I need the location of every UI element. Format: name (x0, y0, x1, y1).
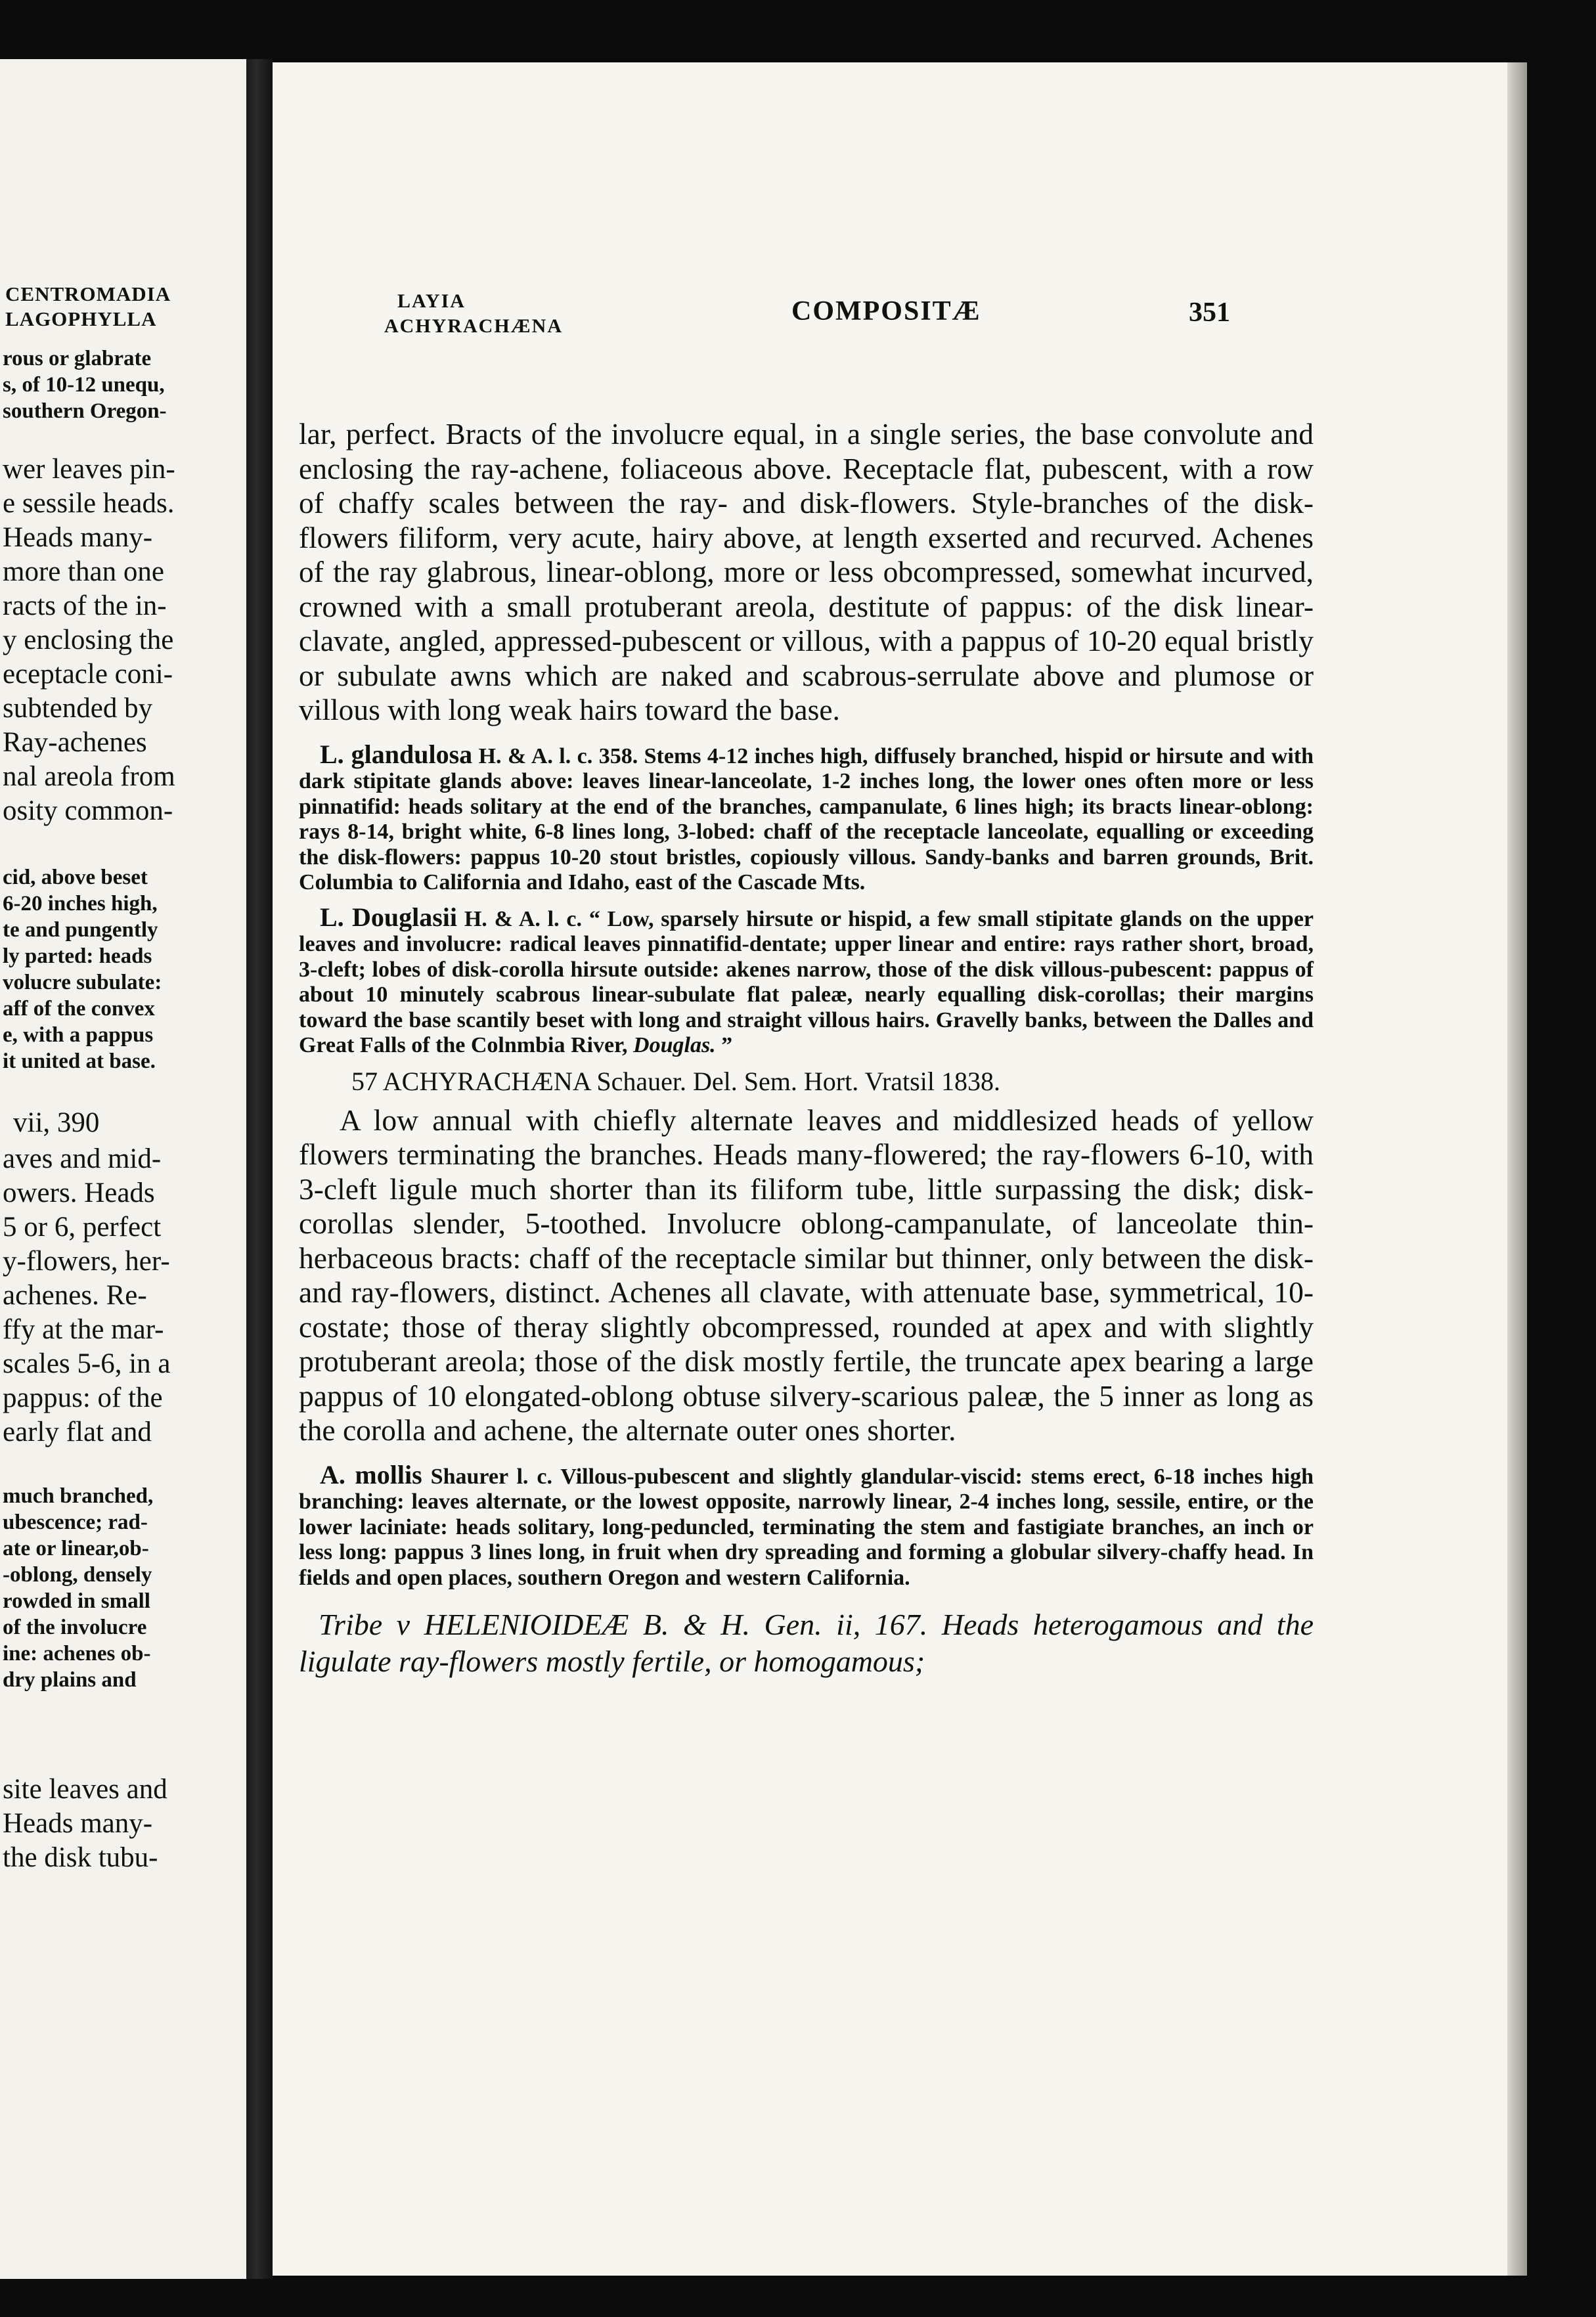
species-collector: Douglas. (633, 1033, 716, 1057)
left-running-head-2: LAGOPHYLLA (5, 307, 157, 330)
left-fragment-line: rous or glabrate (3, 347, 152, 370)
species-name: L. Douglasii (320, 902, 458, 932)
left-running-head-1: CENTROMADIA (5, 282, 171, 305)
book-gutter (246, 59, 273, 2279)
left-fragment-line: early flat and (3, 1417, 152, 1447)
page-body (299, 417, 1314, 1680)
left-fragment-line: rowded in small (3, 1589, 150, 1613)
quote-close: ” (715, 1033, 733, 1057)
genus-paragraph: A low annual with chiefly alternate leaves and middlesized heads of yellow flowers terminating the branches. Heads many-flowered; the ray-flowers 6-10, with 3-cleft ligule much shorter than its filiform tube, little surpassing the disk; disk-corollas slender, 5-toothed. Involucre oblong-campanulate, of lanceolate thin-herbaceous bracts: chaff of the receptacle similar but thinner, only between the disk- and ray-flowers, distinct. Achenes all clavate, with attenuate base, symmetrical, 10-costate; those of theray slightly obcompressed, rounded at apex and with slightly protuberant areola; those of the disk mostly fertile, the truncate apex bearing a large pappus of 10 elongated-oblong obtuse silvery-scarious paleæ, the 5 inner as long as the corolla and achene, the alternate outer ones shorter. (299, 1103, 1314, 1447)
species-entry-glandulosa (299, 739, 1314, 896)
left-fragment-line: Heads many- (3, 522, 153, 553)
left-fragment-line: ubescence; rad- (3, 1511, 148, 1534)
left-fragment-line: subtended by (3, 693, 153, 724)
left-fragment-line: much branched, (3, 1484, 154, 1508)
left-fragment-line: wer leaves pin- (3, 454, 175, 485)
species-description: Shaurer l. c. Villous-pubescent and slightly glandular-viscid: stems erect, 6-18 inches high branching: leaves alternate, or the lowest opposite, narrowly linear, 2-4 inches long, sessile, entire, or the lower laciniate: heads solitary, long-peduncled, terminating the stem and fastigiate branches, an inch or less long: pappus 3 lines long, in fruit when dry spreading and forming a globular silvery-chaffy head. In fields and open places, southern Oregon and western California. (299, 1464, 1314, 1590)
page-edge (1507, 62, 1527, 2276)
right-page (273, 62, 1507, 2276)
left-fragment-line: aves and mid- (3, 1143, 162, 1174)
left-fragment-line: nal areola from (3, 761, 175, 792)
species-name: L. glandulosa (320, 739, 473, 769)
left-fragment-line: ffy at the mar- (3, 1314, 164, 1345)
left-fragment-line: ate or linear,ob- (3, 1537, 149, 1560)
running-head-family: COMPOSITÆ (791, 296, 981, 326)
left-fragment-line: the disk tubu- (3, 1842, 158, 1873)
species-name: A. mollis (320, 1459, 422, 1490)
left-fragment-line: 6-20 inches high, (3, 892, 158, 916)
left-fragment-line: 5 or 6, perfect (3, 1212, 162, 1243)
left-fragment-line: e, with a pappus (3, 1023, 154, 1047)
left-fragment-line: ine: achenes ob- (3, 1642, 151, 1666)
left-fragment-line: e sessile heads. (3, 488, 175, 519)
running-head-genus-1: LAYIA (397, 290, 466, 312)
running-head-genus-2: ACHYRACHÆNA (384, 315, 563, 337)
left-fragment-line: y enclosing the (3, 625, 174, 655)
left-page-fragment (0, 59, 246, 2279)
left-fragment-line: racts of the in- (3, 590, 167, 621)
species-entry-mollis (299, 1459, 1314, 1591)
species-description: H. & A. l. c. “ Low, sparsely hirsute or hispid, a few small stipitate glands on the upper leaves and involucre: radical leaves pinnatifid-dentate; upper linear and entire: rays rather short, broad, 3-cleft; lobes of disk-corolla hirsute outside: akenes narrow, those of the disk villous-pubescent: pappus of about 10 minutely scabrous linear-subulate flat paleæ, nearly equalling disk-corollas; their margins toward the base scantily beset with long and straight villous hairs. Gravelly banks, between the Dalles and Great Falls of the Colnmbia River, (299, 906, 1314, 1057)
left-fragment-line: achenes. Re- (3, 1280, 147, 1311)
tribe-heading: Tribe v HELENIOIDEÆ B. & H. Gen. ii, 167. Heads heterogamous and the ligulate ray-flowers mostly fertile, or homogamous; (299, 1608, 1314, 1678)
left-fragment-line: s, of 10-12 unequ, (3, 373, 165, 397)
left-fragment-line: pappus: of the (3, 1382, 163, 1413)
left-fragment-line: vii, 390 (13, 1107, 100, 1138)
left-fragment-line: site leaves and (3, 1774, 167, 1805)
left-fragment-line: dry plains and (3, 1668, 137, 1692)
left-fragment-line: Ray-achenes (3, 727, 147, 758)
species-entry-douglasii (299, 902, 1314, 1059)
left-fragment-line: cid, above beset (3, 866, 148, 889)
left-fragment-line: osity common- (3, 795, 173, 826)
left-fragment-line: te and pungently (3, 918, 158, 942)
running-head-genera (384, 289, 563, 339)
left-fragment-line: of the involucre (3, 1616, 147, 1639)
left-fragment-line: volucre subulate: (3, 971, 162, 994)
genus-heading: 57 ACHYRACHÆNA Schauer. Del. Sem. Hort. Vratsil 1838. (351, 1066, 1000, 1096)
left-fragment-line: -oblong, densely (3, 1563, 152, 1587)
species-description: H. & A. l. c. 358. Stems 4-12 inches high, diffusely branched, hispid or hirsute and with dark stipitate glands above: leaves linear-lanceolate, 1-2 inches long, the lower ones often more or less pinnatifid: heads solitary at the end of the branches, campanulate, 6 lines high; its bracts linear-oblong: rays 8-14, bright white, 6-8 lines long, 3-lobed: chaff of the receptacle lanceolate, equalling or exceeding the disk-flowers: pappus 10-20 stout bristles, copiously villous. Sandy-banks and barren grounds, Brit. Columbia to California and Idaho, east of the Cascade Mts. (299, 743, 1314, 894)
left-fragment-line: scales 5-6, in a (3, 1348, 171, 1379)
left-fragment-line: Heads many- (3, 1808, 153, 1839)
left-fragment-line: more than one (3, 556, 164, 587)
running-head (273, 289, 1507, 368)
left-fragment-line: y-flowers, her- (3, 1246, 170, 1277)
left-fragment-line: southern Oregon- (3, 399, 167, 423)
left-fragment-line: owers. Heads (3, 1178, 155, 1208)
left-fragment-line: it united at base. (3, 1049, 156, 1073)
left-fragment-line: aff of the convex (3, 997, 155, 1021)
page-number: 351 (1189, 298, 1230, 328)
intro-paragraph: lar, perfect. Bracts of the involucre equal, in a single series, the base convolute and enclosing the ray-achene, foliaceous above. Receptacle flat, pubescent, with a row of chaffy scales between the ray- and disk-flowers. Style-branches of the disk-flowers filiform, very acute, hairy above, at length exserted and recurved. Achenes of the ray glabrous, linear-oblong, more or less obcompressed, somewhat incurved, crowned with a small protuberant areola, destitute of pappus: of the disk linear-clavate, angled, appressed-pubescent or villous, with a pappus of 10-20 equal bristly or subulate awns which are naked and scabrous-serrulate above and plumose or villous with long weak hairs toward the base. (299, 417, 1314, 726)
left-fragment-line: ly parted: heads (3, 944, 152, 968)
left-fragment-line: eceptacle coni- (3, 659, 173, 690)
